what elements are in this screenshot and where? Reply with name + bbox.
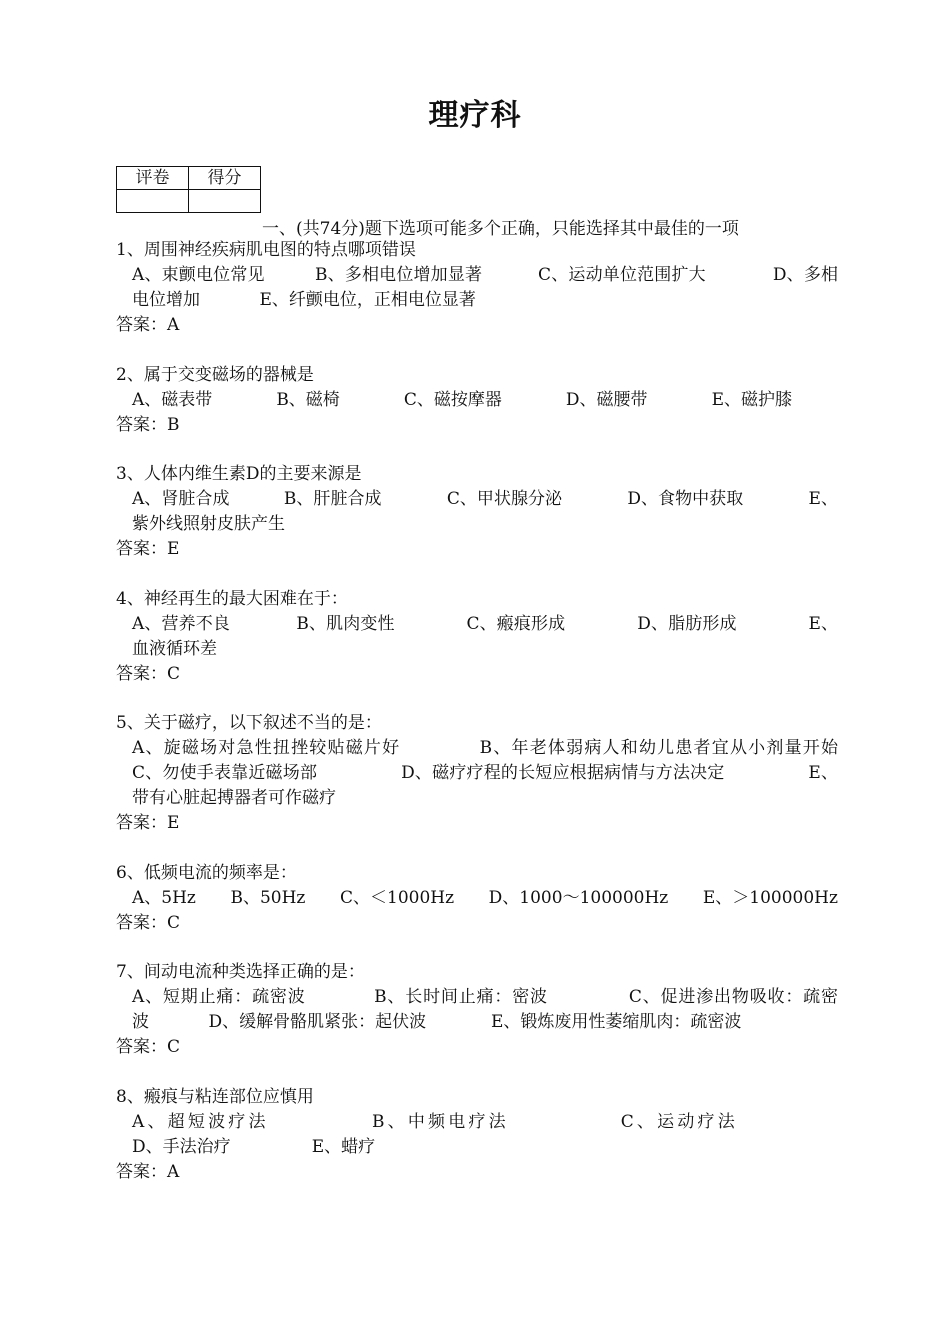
option-a: A、超短波疗法 (132, 1112, 269, 1132)
question-6 (116, 861, 838, 936)
option-e: E、纤颤电位，正相电位显著 (259, 290, 476, 310)
question-stem: 3、人体内维生素D的主要来源是 (116, 464, 362, 484)
answer: 答案：C (116, 913, 181, 933)
answer: 答案：B (116, 415, 180, 435)
page-title: 理疗科 (428, 98, 522, 133)
question-options (116, 263, 838, 313)
option-d: D、手法治疗 (132, 1137, 231, 1157)
option-e: E、带有心脏起搏器者可作磁疗 (132, 763, 838, 808)
section-header: 一、(共74分)题下选项可能多个正确，只能选择其中最佳的一项 (262, 219, 739, 239)
option-b: B、50Hz (230, 888, 306, 908)
option-b: B、多相电位增加显著 (314, 265, 483, 285)
option-a: A、束颤电位常见 (132, 265, 265, 285)
question-stem: 4、神经再生的最大困难在于： (116, 589, 348, 609)
question-stem: 1、周围神经疾病肌电图的特点哪项错误 (116, 240, 416, 260)
option-b: B、年老体弱病人和幼儿患者宜从小剂量开始 (479, 738, 838, 758)
question-options (116, 487, 838, 537)
option-d: D、磁疗疗程的长短应根据病情与方法决定 (401, 763, 725, 783)
question-stem: 2、属于交变磁场的器械是 (116, 365, 314, 385)
option-c: C、运动单位范围扩大 (538, 265, 706, 285)
option-a: A、肾脏合成 (132, 489, 230, 509)
question-4 (116, 587, 838, 687)
option-a: A、磁表带 (132, 390, 213, 410)
option-c: C、瘢痕形成 (466, 614, 566, 634)
score-table-score-cell (189, 190, 261, 213)
option-e: E、蜡疗 (311, 1137, 376, 1157)
option-d: D、1000～100000Hz (488, 888, 669, 908)
question-1 (116, 238, 838, 338)
option-e: E、锻炼废用性萎缩肌肉：疏密波 (490, 1012, 742, 1032)
option-e: E、磁护膝 (711, 390, 792, 410)
answer: 答案：C (116, 1037, 181, 1057)
answer: 答案：C (116, 664, 181, 684)
question-options (116, 985, 838, 1035)
option-e: E、紫外线照射皮肤产生 (132, 489, 838, 534)
question-options (116, 1110, 838, 1160)
option-b: B、肝脏合成 (283, 489, 382, 509)
answer: 答案：A (116, 1162, 180, 1182)
question-stem: 6、低频电流的频率是： (116, 863, 297, 883)
option-b: B、中频电疗法 (371, 1112, 509, 1132)
question-8 (116, 1085, 838, 1185)
option-c: C、＜1000Hz (340, 888, 455, 908)
option-c: C、运动疗法 (620, 1112, 738, 1132)
question-stem: 8、瘢痕与粘连部位应慎用 (116, 1087, 314, 1107)
option-e: E、血液循环差 (132, 614, 839, 659)
question-3 (116, 462, 838, 562)
question-7 (116, 960, 838, 1060)
option-a: A、5Hz (132, 888, 196, 908)
option-d: D、脂肪形成 (637, 614, 737, 634)
question-stem: 5、关于磁疗，以下叙述不当的是： (116, 713, 382, 733)
question-options (116, 886, 838, 911)
option-d: D、食物中获取 (627, 489, 744, 509)
question-options (116, 388, 838, 413)
option-c: C、促进渗出物吸收：疏密波 (132, 987, 838, 1032)
question-options (116, 612, 838, 662)
option-a: A、营养不良 (132, 614, 231, 634)
option-a: A、旋磁场对急性扭挫较贴磁片好 (132, 738, 401, 758)
answer: 答案：E (116, 539, 180, 559)
option-c: C、勿使手表靠近磁场部 (132, 763, 318, 783)
option-a: A、短期止痛：疏密波 (132, 987, 306, 1007)
question-stem: 7、间动电流种类选择正确的是： (116, 962, 365, 982)
option-b: B、长时间止痛：密波 (374, 987, 548, 1007)
option-d: D、多相电位增加 (132, 265, 838, 310)
option-c: C、磁按摩器 (403, 390, 502, 410)
question-5 (116, 711, 838, 836)
option-d: D、磁腰带 (565, 390, 648, 410)
question-options (116, 736, 838, 811)
option-c: C、甲状腺分泌 (446, 489, 563, 509)
answer: 答案：E (116, 813, 180, 833)
score-table-header-reviewer: 评卷 (117, 167, 189, 190)
answer: 答案：A (116, 315, 180, 335)
question-2 (116, 363, 838, 438)
option-d: D、缓解骨骼肌紧张：起伏波 (208, 1012, 427, 1032)
score-table-reviewer-cell (117, 190, 189, 213)
score-table (116, 166, 261, 213)
score-table-header-score: 得分 (189, 167, 261, 190)
option-e: E、＞100000Hz (702, 888, 838, 908)
option-b: B、磁椅 (276, 390, 340, 410)
option-b: B、肌肉变性 (296, 614, 395, 634)
